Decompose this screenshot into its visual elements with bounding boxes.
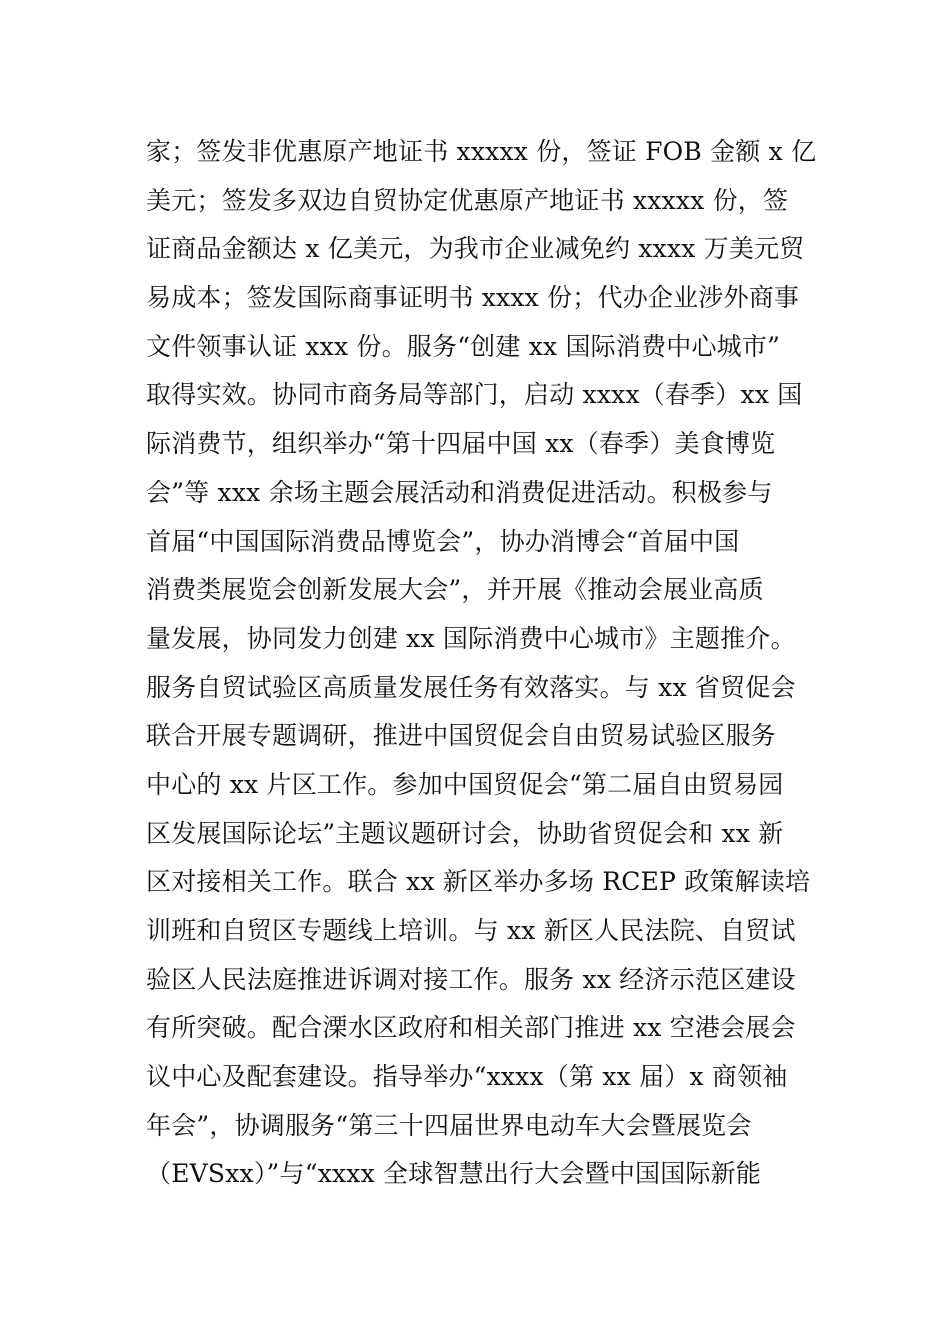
text-line: 会”等 xxx 余场主题会展活动和消费促进活动。积极参与 bbox=[146, 477, 773, 507]
text-line: 议中心及配套建设。指导举办“xxxx（第 xx 届）x 商领袖 bbox=[146, 1062, 788, 1092]
text-line: 年会”，协调服务“第三十四届世界电动车大会暨展览会 bbox=[146, 1110, 752, 1140]
text-line: 家；签发非优惠原产地证书 xxxxx 份，签证 FOB 金额 x 亿 bbox=[146, 137, 817, 166]
text-line: 区发展国际论坛”主题议题研讨会，协助省贸促会和 xx 新 bbox=[146, 818, 784, 848]
text-line: （EVSxx）”与“xxxx 全球智慧出行大会暨中国国际新能 bbox=[146, 1159, 762, 1189]
text-line: 文件领事认证 xxx 份。服务“创建 xx 国际消费中心城市” bbox=[146, 331, 781, 361]
text-line: 际消费节，组织举办“第十四届中国 xx（春季）美食博览 bbox=[146, 429, 776, 459]
text-line: 证商品金额达 x 亿美元，为我市企业减免约 xxxx 万美元贸 bbox=[146, 234, 805, 264]
body-paragraph bbox=[146, 128, 816, 1199]
text-line: 美元；签发多双边自贸协定优惠原产地证书 xxxxx 份，签 bbox=[146, 185, 789, 215]
text-line: 中心的 xx 片区工作。参加中国贸促会“第二届自由贸易园 bbox=[146, 769, 784, 799]
text-line: 易成本；签发国际商事证明书 xxxx 份；代办企业涉外商事 bbox=[146, 283, 800, 313]
text-line: 有所突破。配合溧水区政府和相关部门推进 xx 空港会展会 bbox=[146, 1013, 796, 1043]
text-line: 训班和自贸区专题线上培训。与 xx 新区人民法院、自贸试 bbox=[146, 916, 796, 945]
text-line: 区对接相关工作。联合 xx 新区举办多场 RCEP 政策解读培 bbox=[146, 867, 811, 897]
text-line: 取得实效。协同市商务局等部门，启动 xxxx（春季）xx 国 bbox=[146, 380, 803, 410]
text-line: 消费类展览会创新发展大会”，并开展《推动会展业高质 bbox=[146, 575, 764, 605]
text-line: 首届“中国国际消费品博览会”，协办消博会“首届中国 bbox=[146, 526, 740, 556]
text-line: 联合开展专题调研，推进中国贸促会自由贸易试验区服务 bbox=[146, 721, 777, 751]
text-line: 量发展，协同发力创建 xx 国际消费中心城市》主题推介。 bbox=[146, 623, 796, 653]
text-line: 验区人民法庭推进诉调对接工作。服务 xx 经济示范区建设 bbox=[146, 964, 796, 994]
text-line: 服务自贸试验区高质量发展任务有效落实。与 xx 省贸促会 bbox=[146, 672, 796, 702]
